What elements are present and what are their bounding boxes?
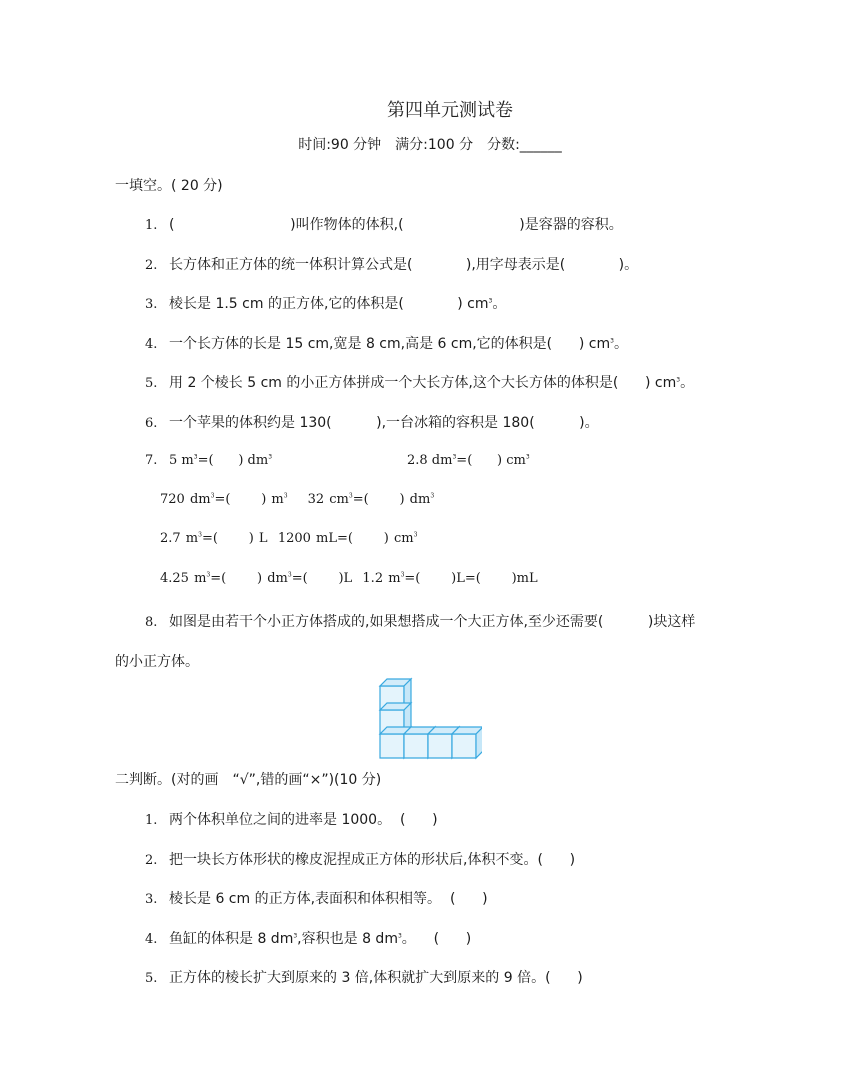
question-2-5 <box>145 967 583 987</box>
question-text-mid: ,容积也是 8 dm <box>297 931 398 947</box>
question-number: 2. <box>145 853 158 868</box>
page-title: 第四单元测试卷 <box>387 100 513 121</box>
exam-meta: 时间:90 分钟 满分:100 分 分数:______ <box>298 137 562 153</box>
question-2-3 <box>145 888 488 908</box>
question-1-8-continued: 的小正方体。 <box>115 654 199 670</box>
cube-face <box>452 734 476 758</box>
superscript: 3 <box>193 453 198 461</box>
question-1-7-row-4 <box>160 571 538 586</box>
superscript: 3 <box>452 453 457 461</box>
question-text-end: 。 ( ) <box>401 931 472 947</box>
conversion-4d: =( )L=( )mL <box>404 571 538 586</box>
section-1-heading: 一填空。( 20 分) <box>115 178 223 194</box>
question-1-7-row-3 <box>160 531 417 546</box>
question-text: ( )叫作物体的体积,( )是容器的容积。 <box>169 217 623 233</box>
question-number: 5. <box>145 971 158 986</box>
conversion-3b: =( ) L 1200 mL=( ) cm <box>201 531 414 546</box>
conversion-4b: =( ) dm <box>210 571 288 586</box>
question-text: 把一块长方体形状的橡皮泥捏成正方体的形状后,体积不变。( ) <box>169 852 576 868</box>
superscript: 3 <box>198 531 202 539</box>
conversion-2c: 32 cm <box>307 492 349 507</box>
question-number: 2. <box>145 258 158 273</box>
conversion-1c: 2.8 dm <box>407 453 453 468</box>
question-number: 6. <box>145 416 158 431</box>
question-text: 两个体积单位之间的进率是 1000。 ( ) <box>169 812 438 828</box>
question-text-end: 。 <box>680 375 695 391</box>
section-2-heading: 二判断。(对的画 “√”,错的画“×”)(10 分) <box>115 772 382 788</box>
conversion-2b: =( ) m <box>214 492 284 507</box>
question-number: 7. <box>145 453 158 468</box>
superscript: 3 <box>268 453 273 461</box>
cube-figure <box>378 676 482 760</box>
superscript: 3 <box>397 932 402 940</box>
question-number: 3. <box>145 892 158 907</box>
question-text: 一个苹果的体积约是 130( ),一台冰箱的容积是 180( )。 <box>169 415 599 431</box>
superscript: 3 <box>430 492 435 500</box>
conversion-2d: =( ) dm <box>352 492 431 507</box>
superscript: 3 <box>488 297 493 305</box>
question-text: 鱼缸的体积是 8 dm <box>169 931 294 947</box>
conversion-4c: =( )L 1.2 m <box>291 571 401 586</box>
question-number: 5. <box>145 376 158 391</box>
question-text: 棱长是 1.5 cm 的正方体,它的体积是( ) cm <box>169 296 489 312</box>
cube-face <box>404 734 428 758</box>
superscript: 3 <box>283 492 288 500</box>
question-1-2 <box>145 254 638 274</box>
superscript: 3 <box>287 571 292 579</box>
question-number: 1. <box>145 813 158 828</box>
question-1-8 <box>145 611 695 631</box>
question-1-1 <box>145 214 623 234</box>
question-text: 长方体和正方体的统一体积计算公式是( ),用字母表示是( )。 <box>169 257 639 273</box>
superscript: 3 <box>676 376 681 384</box>
question-number: 4. <box>145 932 158 947</box>
question-text: 用 2 个棱长 5 cm 的小正方体拼成一个大长方体,这个大长方体的体积是( ) cm <box>169 375 677 391</box>
question-1-4 <box>145 333 628 353</box>
conversion-3a: 2.7 m <box>160 531 199 546</box>
question-number: 8. <box>145 615 158 630</box>
question-number: 4. <box>145 337 158 352</box>
cube-face <box>428 734 452 758</box>
conversion-1d: =( ) cm <box>456 453 526 468</box>
question-1-7-row-2 <box>160 492 434 507</box>
superscript: 3 <box>293 932 298 940</box>
question-2-4 <box>145 928 471 948</box>
question-2-2 <box>145 849 575 869</box>
conversion-4a: 4.25 m <box>160 571 207 586</box>
question-1-7 <box>145 452 272 468</box>
question-1-6 <box>145 412 599 432</box>
question-text-end: 。 <box>492 296 507 312</box>
question-text-end: 。 <box>613 336 628 352</box>
superscript: 3 <box>348 492 353 500</box>
question-text: 棱长是 6 cm 的正方体,表面积和体积相等。 ( ) <box>169 891 488 907</box>
question-text: 正方体的棱长扩大到原来的 3 倍,体积就扩大到原来的 9 倍。( ) <box>169 970 583 986</box>
question-text: 如图是由若干个小正方体搭成的,如果想搭成一个大正方体,至少还需要( )块这样 <box>169 614 696 630</box>
conversion-1b: =( ) dm <box>197 453 269 468</box>
conversion-2a: 720 dm <box>160 492 211 507</box>
cube-stack <box>380 679 482 758</box>
superscript: 3 <box>413 531 418 539</box>
superscript: 3 <box>400 571 405 579</box>
question-text: 一个长方体的长是 15 cm,宽是 8 cm,高是 6 cm,它的体积是( ) cm <box>169 336 611 352</box>
question-1-5 <box>145 372 694 392</box>
question-number: 1. <box>145 218 158 233</box>
question-1-3 <box>145 293 506 313</box>
superscript: 3 <box>206 571 211 579</box>
conversion-1a: 5 m <box>169 453 194 468</box>
superscript: 3 <box>525 453 530 461</box>
question-1-7-right <box>407 452 530 468</box>
cube-face <box>380 734 404 758</box>
superscript: 3 <box>210 492 215 500</box>
superscript: 3 <box>610 337 614 345</box>
question-2-1 <box>145 809 438 829</box>
question-number: 3. <box>145 297 158 312</box>
